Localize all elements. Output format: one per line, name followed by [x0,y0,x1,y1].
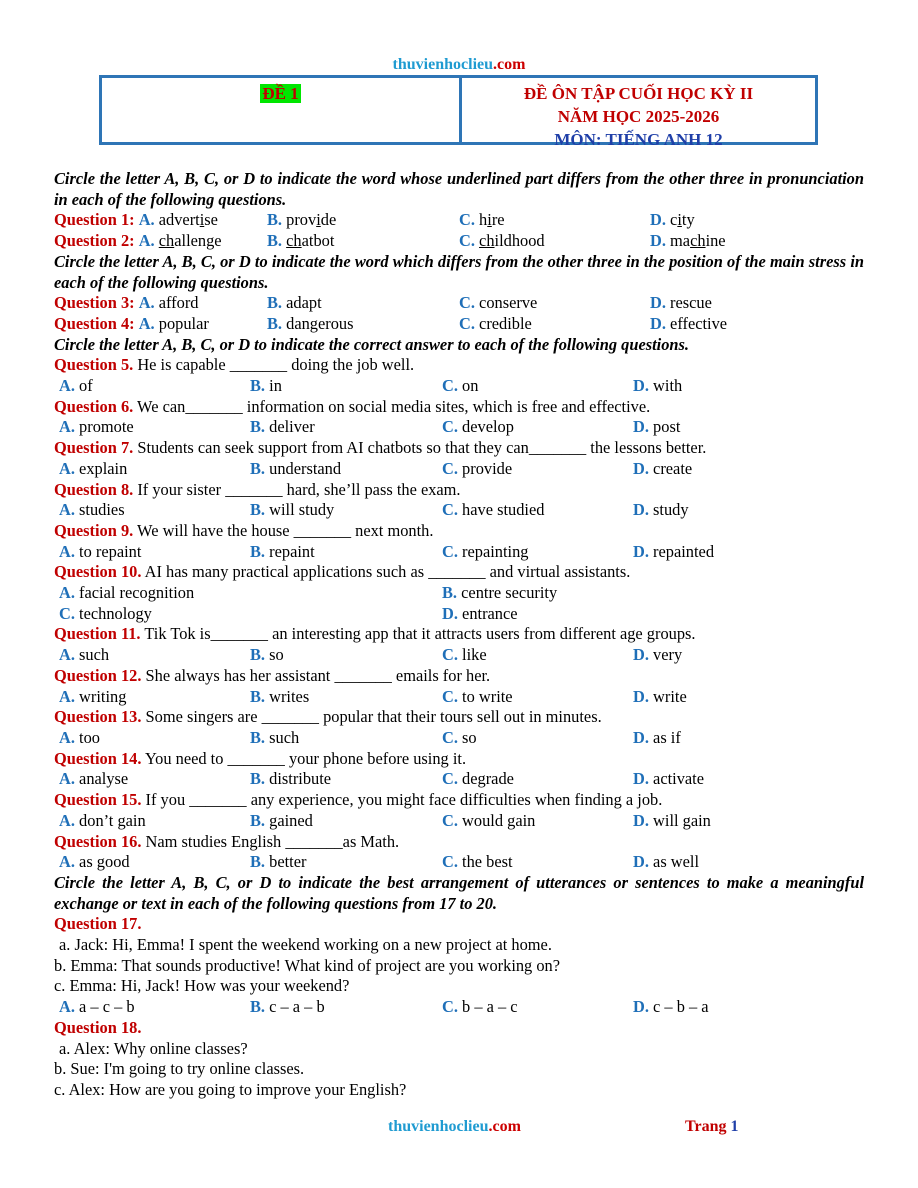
option-text[interactable]: would gain [462,810,536,830]
question-label: Question 12. [54,665,142,685]
question-label: Question 9. [54,520,134,540]
site-footer-link[interactable]: thuvienhoclieu.com [388,1118,521,1135]
option-letter: A. [59,852,75,872]
option-letter: B. [250,810,266,830]
option-letter: B. [250,376,266,396]
question-label: Question 10. [54,562,142,582]
question-13 [54,707,864,728]
option-text[interactable]: understand [269,458,342,478]
question-10 [54,562,864,583]
question-text: She always has her assistant _______ emails for her. [145,665,491,685]
option-letter: D. [633,376,649,396]
option-text[interactable]: create [653,458,693,478]
answer-options [54,769,864,790]
answer-options [54,687,864,708]
option-letter: D. [633,541,649,561]
exam-header-box [99,75,818,149]
question-2: Question 2: A. challenge B. chatbot C. childhood D. machine [54,231,726,251]
option-text[interactable]: too [79,727,100,747]
question-4: Question 4: A. popular B. dangerous C. credible D. effective [54,313,728,333]
option-text[interactable]: explain [79,458,128,478]
instruction-pronunciation: Circle the letter A, B, C, or D to indicate the word whose underlined part differs from the other three in pronunciation in each of the following questions. [54,169,864,209]
option-text[interactable]: of [79,376,93,396]
option-letter: A. [59,645,75,665]
option-text[interactable]: studies [79,500,125,520]
dialogue-line: b. Emma: That sounds productive! What kind of project are you working on? [54,955,561,975]
option-letter: D. [633,417,649,437]
option-text[interactable]: have studied [462,500,545,520]
option-letter: B. [250,727,266,747]
option-letter: D. [633,727,649,747]
option-text[interactable]: will gain [653,810,711,830]
question-16 [54,832,864,853]
option-letter: D. [633,852,649,872]
exam-code-cell [102,78,462,142]
dialogue-line: c. Alex: How are you going to improve your English? [54,1079,407,1099]
question-label: Question 16. [54,831,142,851]
option-text[interactable]: post [653,417,681,437]
question-text: If your sister _______ hard, she’ll pass the exam. [137,479,461,499]
option-letter: C. [442,417,458,437]
question-list [54,355,864,873]
option-letter: C. [442,458,458,478]
question-text: Students can seek support from AI chatbots so that they can_______ the lessons better. [137,438,707,458]
question-text: Nam studies English _______as Math. [145,831,400,851]
option-text[interactable]: to repaint [79,541,142,561]
option-text[interactable]: repaint [269,541,315,561]
question-8 [54,480,864,501]
dialogue-line: a. Jack: Hi, Emma! I spent the weekend working on a new project at home. [59,935,552,955]
option-letter: C. [442,376,458,396]
option-text[interactable]: provide [462,458,513,478]
option-letter: A. [59,376,75,396]
option-letter: A. [59,458,75,478]
question-label: Question 15. [54,790,142,810]
option-letter: C. [442,852,458,872]
question-label: Question 11. [54,624,141,644]
question-label: Question 14. [54,748,142,768]
option-text[interactable]: such [269,727,300,747]
exam-title-cell [462,78,815,149]
instruction-correct-answer: Circle the letter A, B, C, or D to indicate the correct answer to each of the following questions. [54,334,689,354]
option-text[interactable]: deliver [269,417,315,437]
answer-options [54,604,864,625]
option-text[interactable]: the best [462,852,513,872]
option-letter: B. [250,458,266,478]
option-text[interactable]: study [653,500,689,520]
option-letter: B. [250,417,266,437]
option-letter: A. [59,541,75,561]
option-letter: C. [442,645,458,665]
option-text[interactable]: as good [79,852,130,872]
question-18: Question 18. [54,1017,142,1037]
option-letter: D. [633,645,649,665]
option-text[interactable]: on [462,376,479,396]
dialogue-line: c. Emma: Hi, Jack! How was your weekend? [54,976,350,996]
option-text[interactable]: entrance [462,603,518,623]
option-letter: A. [59,727,75,747]
question-11 [54,624,864,645]
option-text[interactable]: better [269,852,307,872]
question-text: He is capable _______ doing the job well. [137,355,415,375]
dialogue-line: b. Sue: I'm going to try online classes. [54,1059,305,1079]
answer-options [54,542,864,563]
question-label: Question 1: [54,210,135,230]
exam-content [54,169,864,1101]
option-letter: D. [633,458,649,478]
option-text[interactable]: as well [653,852,700,872]
school-year: NĂM HỌC 2025-2026 [557,107,720,126]
option-letter: B. [250,769,266,789]
option-text[interactable]: distribute [269,769,332,789]
option-letter: C. [442,500,458,520]
option-text[interactable]: with [653,376,683,396]
dialogue-line: a. Alex: Why online classes? [59,1038,248,1058]
option-letter: D. [633,769,649,789]
option-text[interactable]: writing [79,686,127,706]
option-letter: C. [442,810,458,830]
option-text[interactable]: very [653,645,683,665]
answer-options [54,376,864,397]
question-text: We will have the house _______ next month. [137,520,434,540]
question-9 [54,521,864,542]
question-text: AI has many practical applications such as _______ and virtual assistants. [144,562,631,582]
option-text[interactable]: facial recognition [79,583,195,603]
question-1: Question 1: A. advertise B. provide C. hire D. city [54,210,695,230]
option-letter: C. [442,769,458,789]
option-letter: B. [250,645,266,665]
option-letter: B. [250,852,266,872]
option-text[interactable]: write [653,686,687,706]
instruction-stress: Circle the letter A, B, C, or D to indicate the word which differs from the other three in the position of the main stress in each of the following questions. [54,251,864,292]
answer-options: A. a – c – b B. c – a – b C. b – a – c D. c – b – a [59,997,709,1017]
question-text: If you _______ any experience, you might face difficulties when finding a job. [145,790,663,810]
option-text[interactable]: like [462,645,487,665]
option-letter: B. [250,541,266,561]
option-letter: D. [442,603,458,623]
question-text: You need to _______ your phone before using it. [144,748,467,768]
question-6 [54,397,864,418]
exam-title: ĐỀ ÔN TẬP CUỐI HỌC KỲ II [523,84,754,103]
option-text[interactable]: develop [462,417,514,437]
option-text[interactable]: so [269,645,284,665]
question-17: Question 17. [54,914,142,934]
answer-options [54,811,864,832]
option-text[interactable]: promote [79,417,134,437]
option-text[interactable]: gained [269,810,313,830]
question-label: Question 13. [54,707,142,727]
option-letter: A. [59,769,75,789]
option-letter: B. [442,583,458,603]
question-15 [54,790,864,811]
option-letter: A. [59,686,75,706]
option-text[interactable]: repainting [462,541,529,561]
option-letter: A. [59,500,75,520]
option-letter: B. [250,500,266,520]
question-label: Question 8. [54,479,134,499]
question-14 [54,749,864,770]
question-text: Tik Tok is_______ an interesting app that it attracts users from different age groups. [144,624,696,644]
subject: MÔN: TIẾNG ANH 12 [554,130,723,149]
question-text: We can_______ information on social media sites, which is free and effective. [137,396,651,416]
option-letter: D. [633,500,649,520]
option-letter: D. [633,686,649,706]
option-text[interactable]: degrade [462,769,514,789]
option-text[interactable]: in [269,376,282,396]
question-3: Question 3: A. afford B. adapt C. conserve D. rescue [54,293,712,313]
answer-options [54,728,864,749]
option-text[interactable]: technology [79,603,152,623]
question-text: Some singers are _______ popular that their tours sell out in minutes. [145,707,602,727]
option-text[interactable]: writes [269,686,310,706]
option-text[interactable]: such [79,645,110,665]
option-text[interactable]: analyse [79,769,129,789]
question-label: Question 5. [54,355,134,375]
page-number: Trang 1 [685,1118,739,1135]
option-text[interactable]: activate [653,769,705,789]
answer-options [54,645,864,666]
option-letter: C. [59,603,75,623]
option-letter: A. [59,417,75,437]
exam-code-badge: ĐỀ 1 [262,84,299,103]
answer-options [54,583,864,604]
option-text[interactable]: as if [653,727,681,747]
instruction-arrangement: Circle the letter A, B, C, or D to indicate the best arrangement of utterances or sentences to make a meaningful exchange or text in each of the following questions from 17 to 20. [54,872,864,913]
answer-options [54,417,864,438]
option-letter: B. [250,686,266,706]
option-text[interactable]: don’t gain [79,810,146,830]
option-letter: C. [442,686,458,706]
question-label: Question 6. [54,396,134,416]
answer-options [54,500,864,521]
option-text[interactable]: centre security [461,583,558,603]
question-12 [54,666,864,687]
question-label: Question 7. [54,438,134,458]
option-letter: D. [633,810,649,830]
question-5 [54,355,864,376]
option-text[interactable]: so [462,727,477,747]
option-text[interactable]: repainted [653,541,715,561]
option-letter: C. [442,727,458,747]
option-text[interactable]: to write [462,686,513,706]
question-7 [54,438,864,459]
option-letter: C. [442,541,458,561]
site-header-link[interactable]: thuvienhoclieu.com [392,56,526,73]
option-letter: A. [59,810,75,830]
answer-options [54,852,864,873]
option-text[interactable]: will study [269,500,335,520]
option-letter: A. [59,583,75,603]
answer-options [54,459,864,480]
